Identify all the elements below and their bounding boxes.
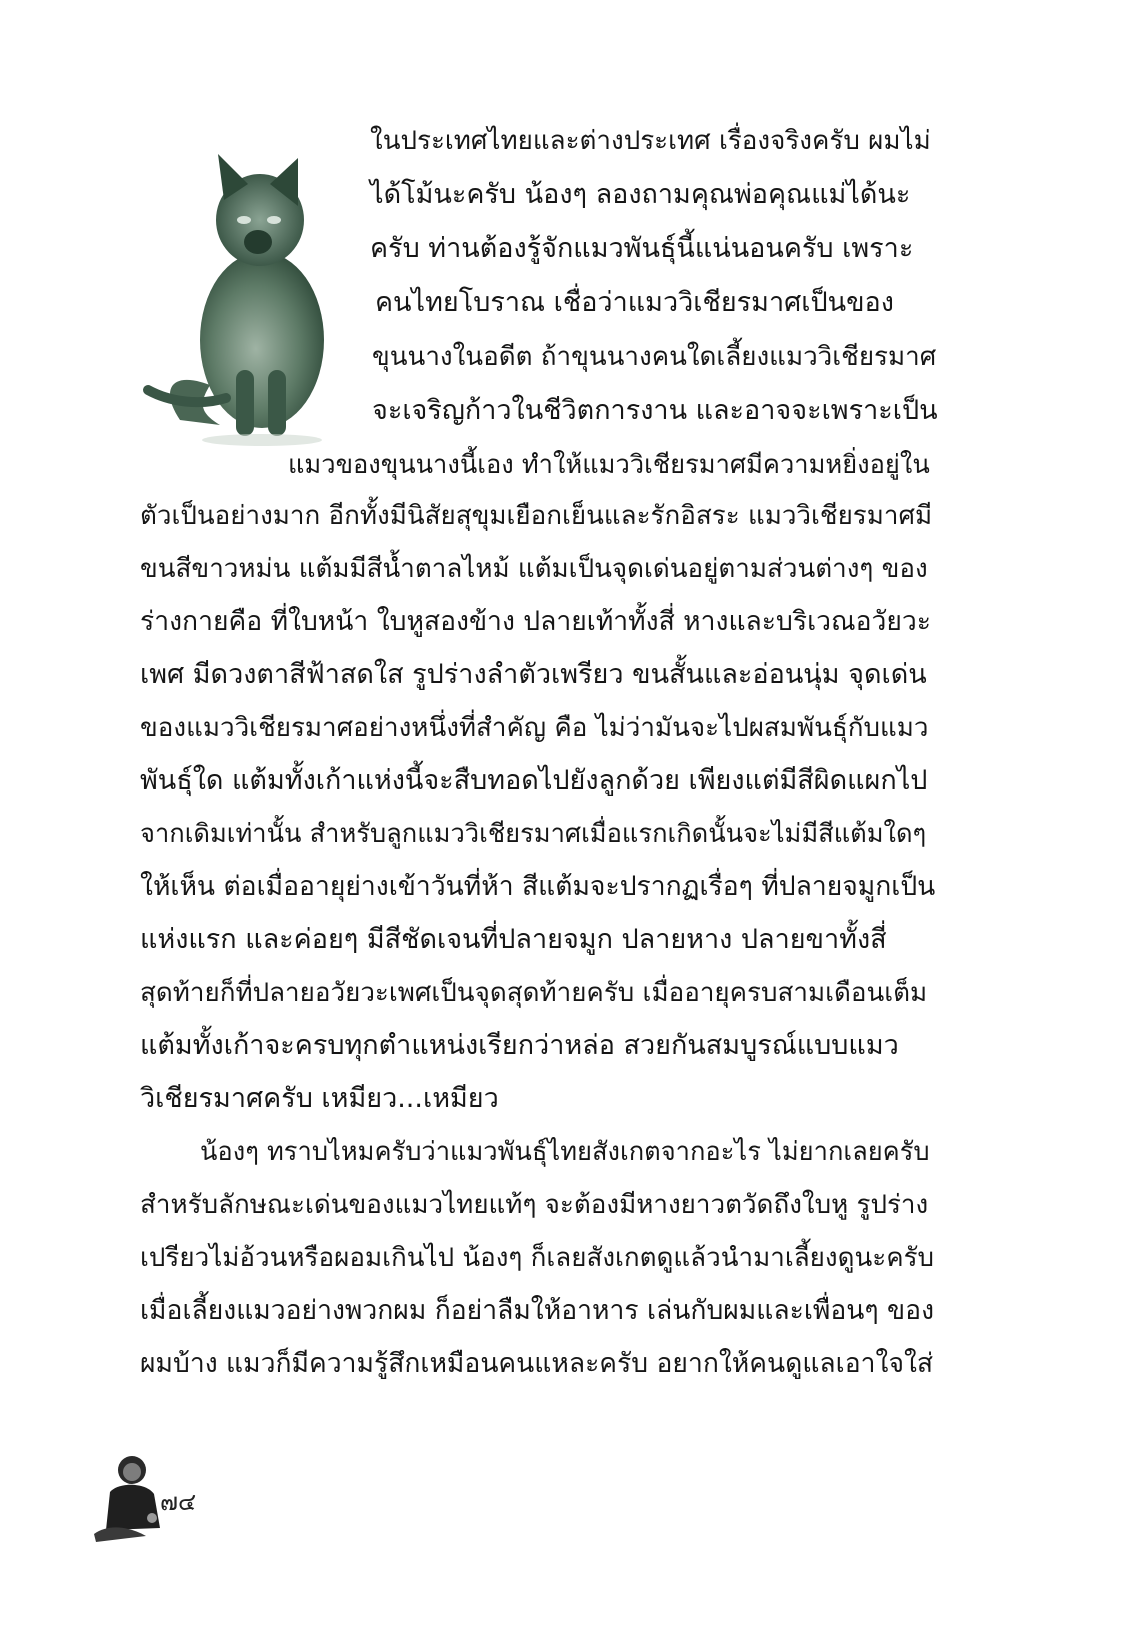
body-line-9: ขนสีขาวหม่น แต้มมีสีน้ำตาลไหม้ แต้มเป็นจุดเด่นอยู่ตามส่วนต่างๆ ของ: [140, 554, 928, 584]
body-line-20: น้องๆ ทราบไหมครับว่าแมวพันธุ์ไทยสังเกตจากอะไร ไม่ยากเลยครับ: [200, 1137, 930, 1167]
body-line-5: ขุนนางในอดีต ถ้าขุนนางคนใดเลี้ยงแมววิเชียรมาศ: [372, 342, 937, 372]
body-line-3: ครับ ท่านต้องรู้จักแมวพันธุ์นี้แน่นอนครับ เพราะ: [370, 233, 914, 264]
body-line-6: จะเจริญก้าวในชีวิตการงาน และอาจจะเพราะเป็น: [372, 395, 938, 426]
body-line-19: วิเชียรมาศครับ เหมียว...เหมียว: [140, 1083, 499, 1114]
body-line-1: ในประเทศไทยและต่างประเทศ เรื่องจริงครับ ผมไม่: [370, 126, 931, 156]
body-line-16: แห่งแรก และค่อยๆ มีสีชัดเจนที่ปลายจมูก ปลายหาง ปลายขาทั้งสี่: [140, 924, 887, 955]
body-line-12: ของแมววิเชียรมาศอย่างหนึ่งที่สำคัญ คือ ไม่ว่ามันจะไปผสมพันธุ์กับแมว: [140, 713, 929, 743]
body-line-7: แมวของขุนนางนี้เอง ทำให้แมววิเชียรมาศมีความหยิ่งอยู่ใน: [288, 450, 930, 480]
body-line-13: พันธุ์ใด แต้มทั้งเก้าแห่งนี้จะสืบทอดไปยังลูกด้วย เพียงแต่มีสีผิดแผกไป: [140, 765, 928, 796]
body-line-8: ตัวเป็นอย่างมาก อีกทั้งมีนิสัยสุขุมเยือกเย็นและรักอิสระ แมววิเชียรมาศมี: [140, 501, 933, 531]
body-line-17: สุดท้ายก็ที่ปลายอวัยวะเพศเป็นจุดสุดท้ายครับ เมื่ออายุครบสามเดือนเต็ม: [140, 978, 928, 1008]
body-line-11: เพศ มีดวงตาสีฟ้าสดใส รูปร่างลำตัวเพรียว ขนสั้นและอ่อนนุ่ม จุดเด่น: [140, 659, 927, 690]
body-line-23: เมื่อเลี้ยงแมวอย่างพวกผม ก็อย่าลืมให้อาหาร เล่นกับผมและเพื่อนๆ ของ: [140, 1295, 935, 1326]
body-line-4: คนไทยโบราณ เชื่อว่าแมววิเชียรมาศเป็นของ: [375, 287, 894, 318]
page-number: ๗๔: [160, 1488, 197, 1516]
body-line-15: ให้เห็น ต่อเมื่ออายุย่างเข้าวันที่ห้า สีแต้มจะปรากฏเรื่อๆ ที่ปลายจมูกเป็น: [140, 871, 936, 902]
body-line-22: เปรียวไม่อ้วนหรือผอมเกินไป น้องๆ ก็เลยสังเกตดูแล้วนำมาเลี้ยงดูนะครับ: [140, 1243, 935, 1273]
body-line-14: จากเดิมเท่านั้น สำหรับลูกแมววิเชียรมาศเมื่อแรกเกิดนั้นจะไม่มีสีแต้มใดๆ: [140, 819, 927, 849]
body-line-24: ผมบ้าง แมวก็มีความรู้สึกเหมือนคนแหละครับ อยากให้คนดูแลเอาใจใส่: [140, 1348, 934, 1379]
body-line-18: แต้มทั้งเก้าจะครบทุกตำแหน่งเรียกว่าหล่อ สวยกันสมบูรณ์แบบแมว: [140, 1030, 899, 1061]
body-line-21: สำหรับลักษณะเด่นของแมวไทยแท้ๆ จะต้องมีหางยาวตวัดถึงใบหู รูปร่าง: [140, 1190, 929, 1220]
body-line-2: ได้โม้นะครับ น้องๆ ลองถามคุณพ่อคุณแม่ได้นะ: [370, 179, 911, 210]
cat-illustration: [140, 140, 358, 446]
body-line-10: ร่างกายคือ ที่ใบหน้า ใบหูสองข้าง ปลายเท้าทั้งสี่ หางและบริเวณอวัยวะ: [140, 606, 932, 637]
